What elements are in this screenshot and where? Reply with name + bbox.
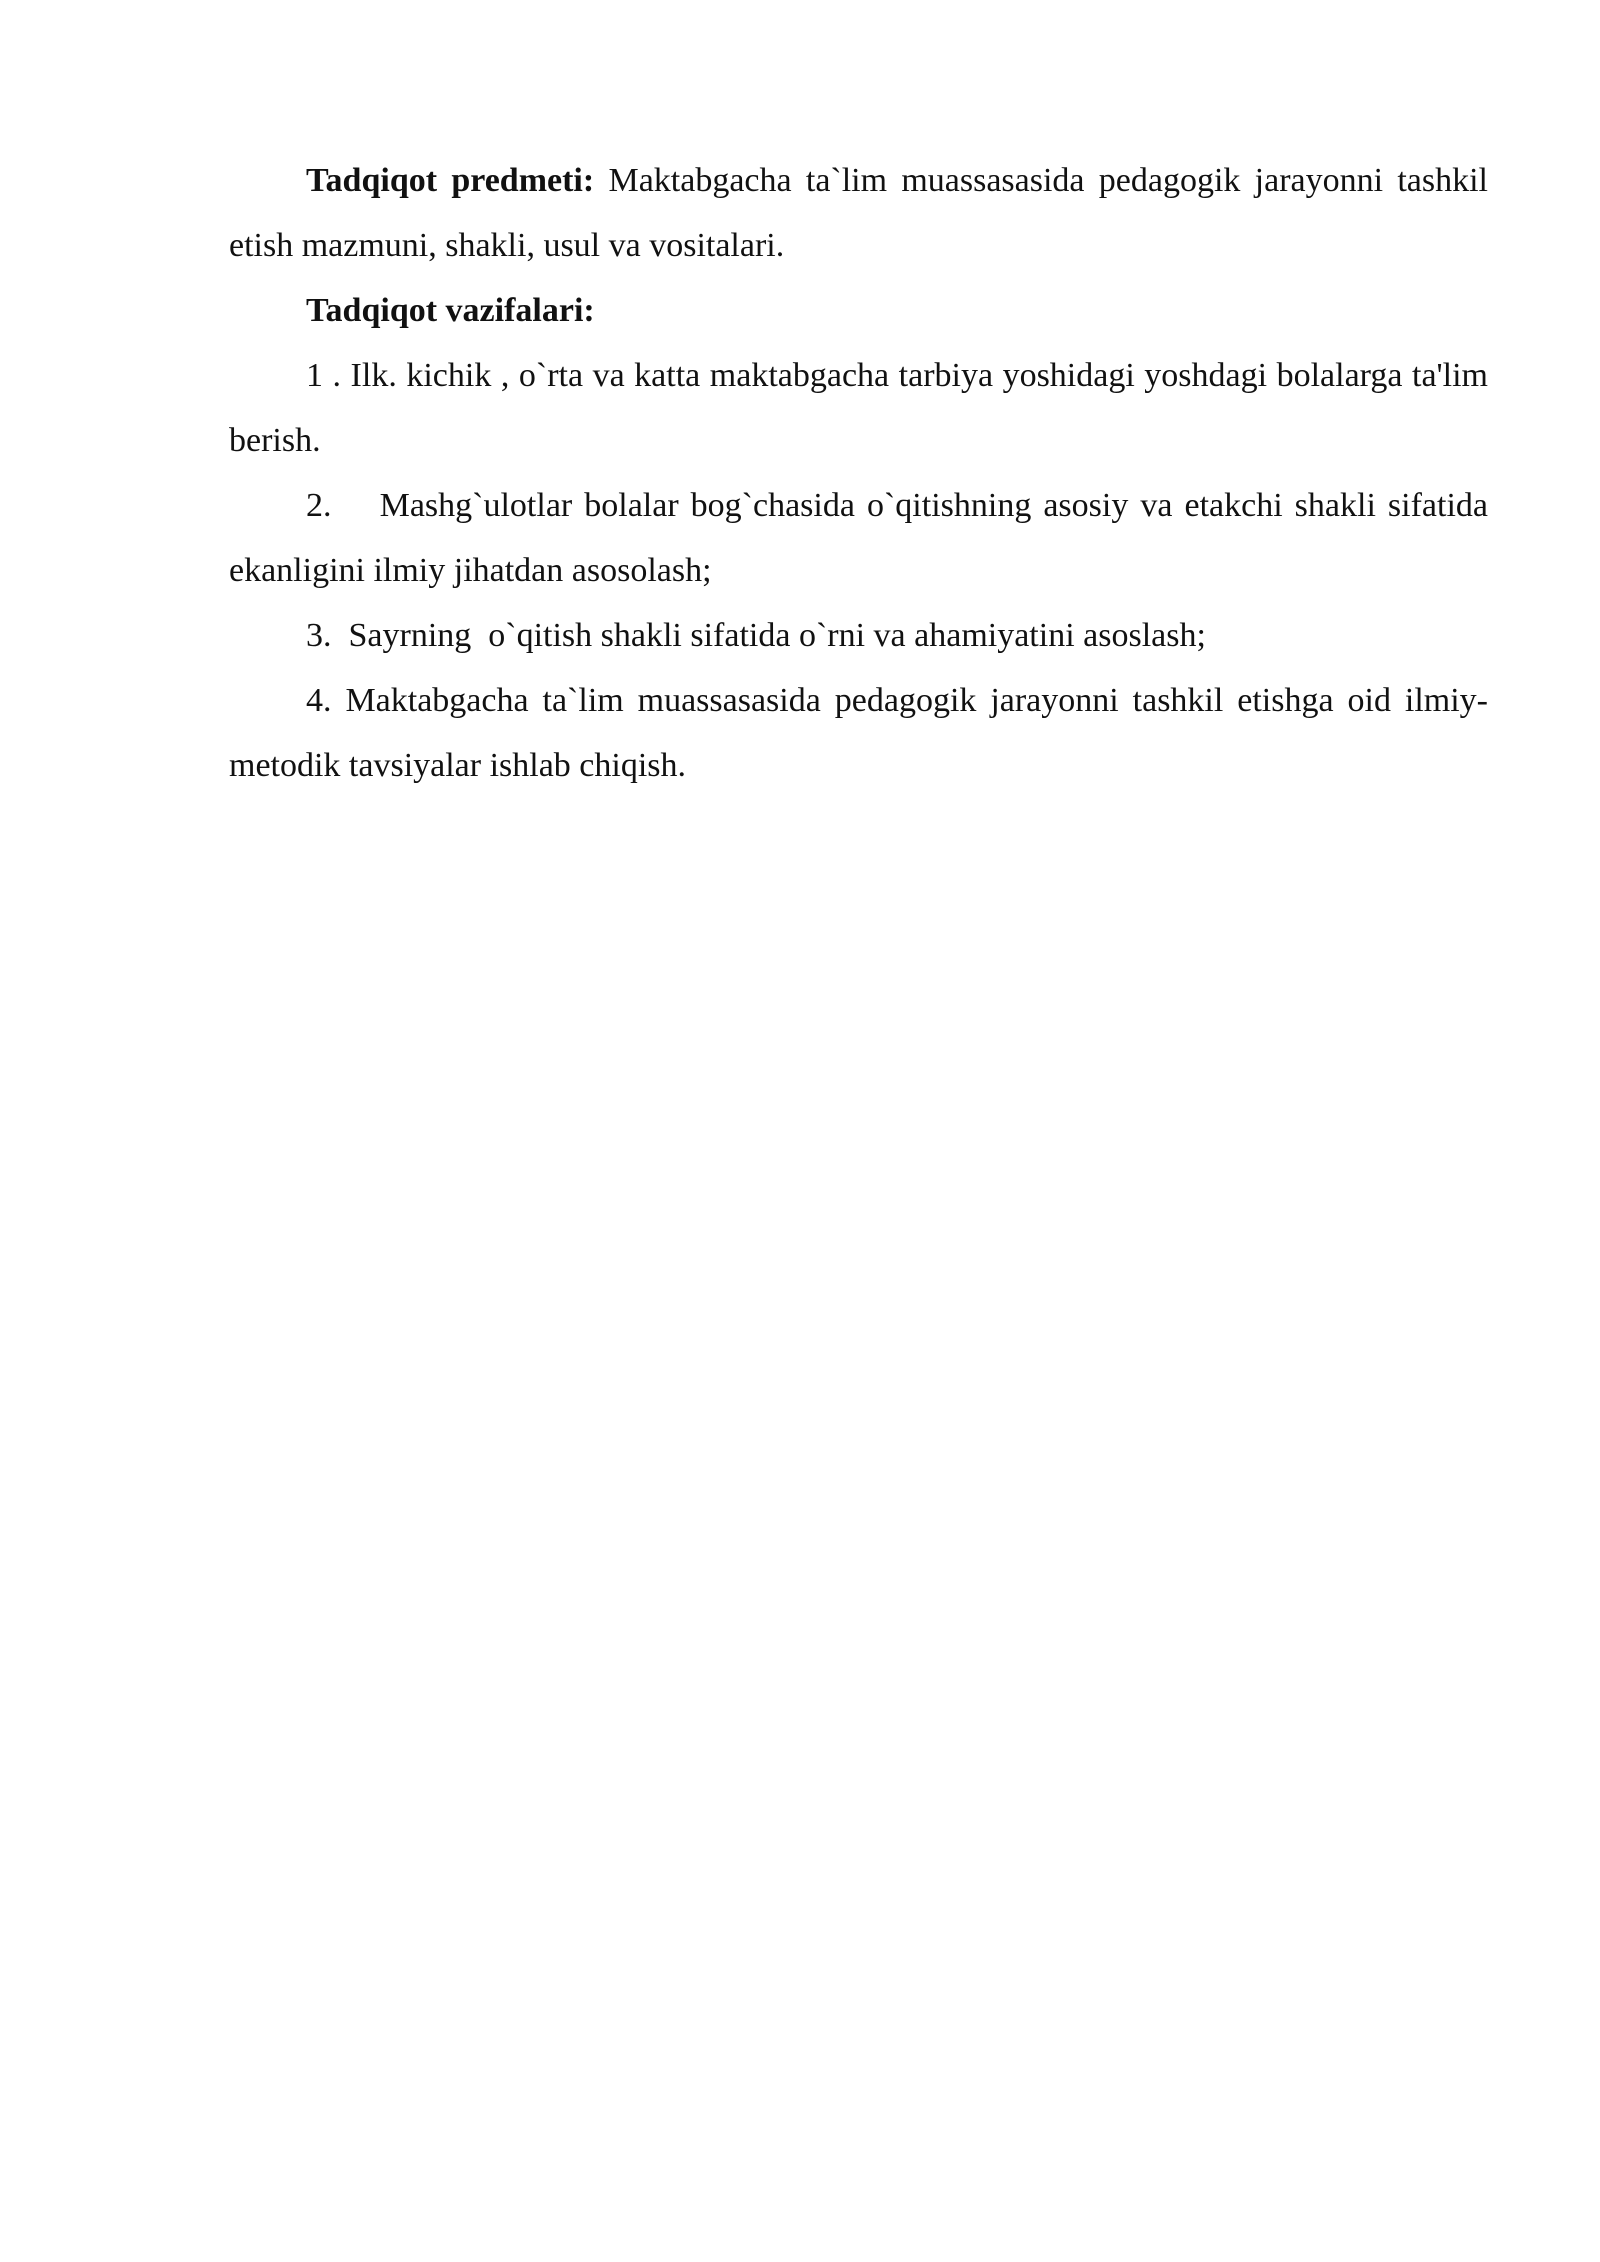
paragraph-subject (229, 148, 1488, 278)
task-item-4-text: 4. Maktabgacha ta`lim muassasasida pedagogik jarayonni tashkil etishga oid ilmiy-metodik tavsiyalar ishlab chiqish. (229, 682, 1488, 784)
task-item-3-text: 3. Sayrning o`qitish shakli sifatida o`rni va ahamiyatini asoslash; (306, 617, 1206, 654)
task-item-3 (229, 603, 1488, 668)
document-page (229, 148, 1497, 798)
task-item-1 (229, 343, 1497, 473)
paragraph-subject-text: Maktabgacha ta`lim muassasasida pedagogik jarayonni tashkil etish mazmuni, shakli, usul va vositalari. (229, 162, 1488, 264)
task-item-1-text: 1 . Ilk. kichik , o`rta va katta maktabgacha tarbiya yoshidagi yoshdagi bolalarga ta'lim berish. (229, 357, 1497, 459)
paragraph-subject-heading: Tadqiqot predmeti: (306, 162, 595, 199)
task-item-4 (229, 668, 1488, 798)
task-item-2 (229, 473, 1497, 603)
tasks-heading: Tadqiqot vazifalari: (306, 292, 595, 329)
paragraph-tasks-heading (229, 278, 1488, 343)
task-item-2-text: 2. Mashg`ulotlar bolalar bog`chasida o`qitishning asosiy va etakchi shakli sifatida ekanligini ilmiy jihatdan asosolash; (229, 487, 1497, 589)
